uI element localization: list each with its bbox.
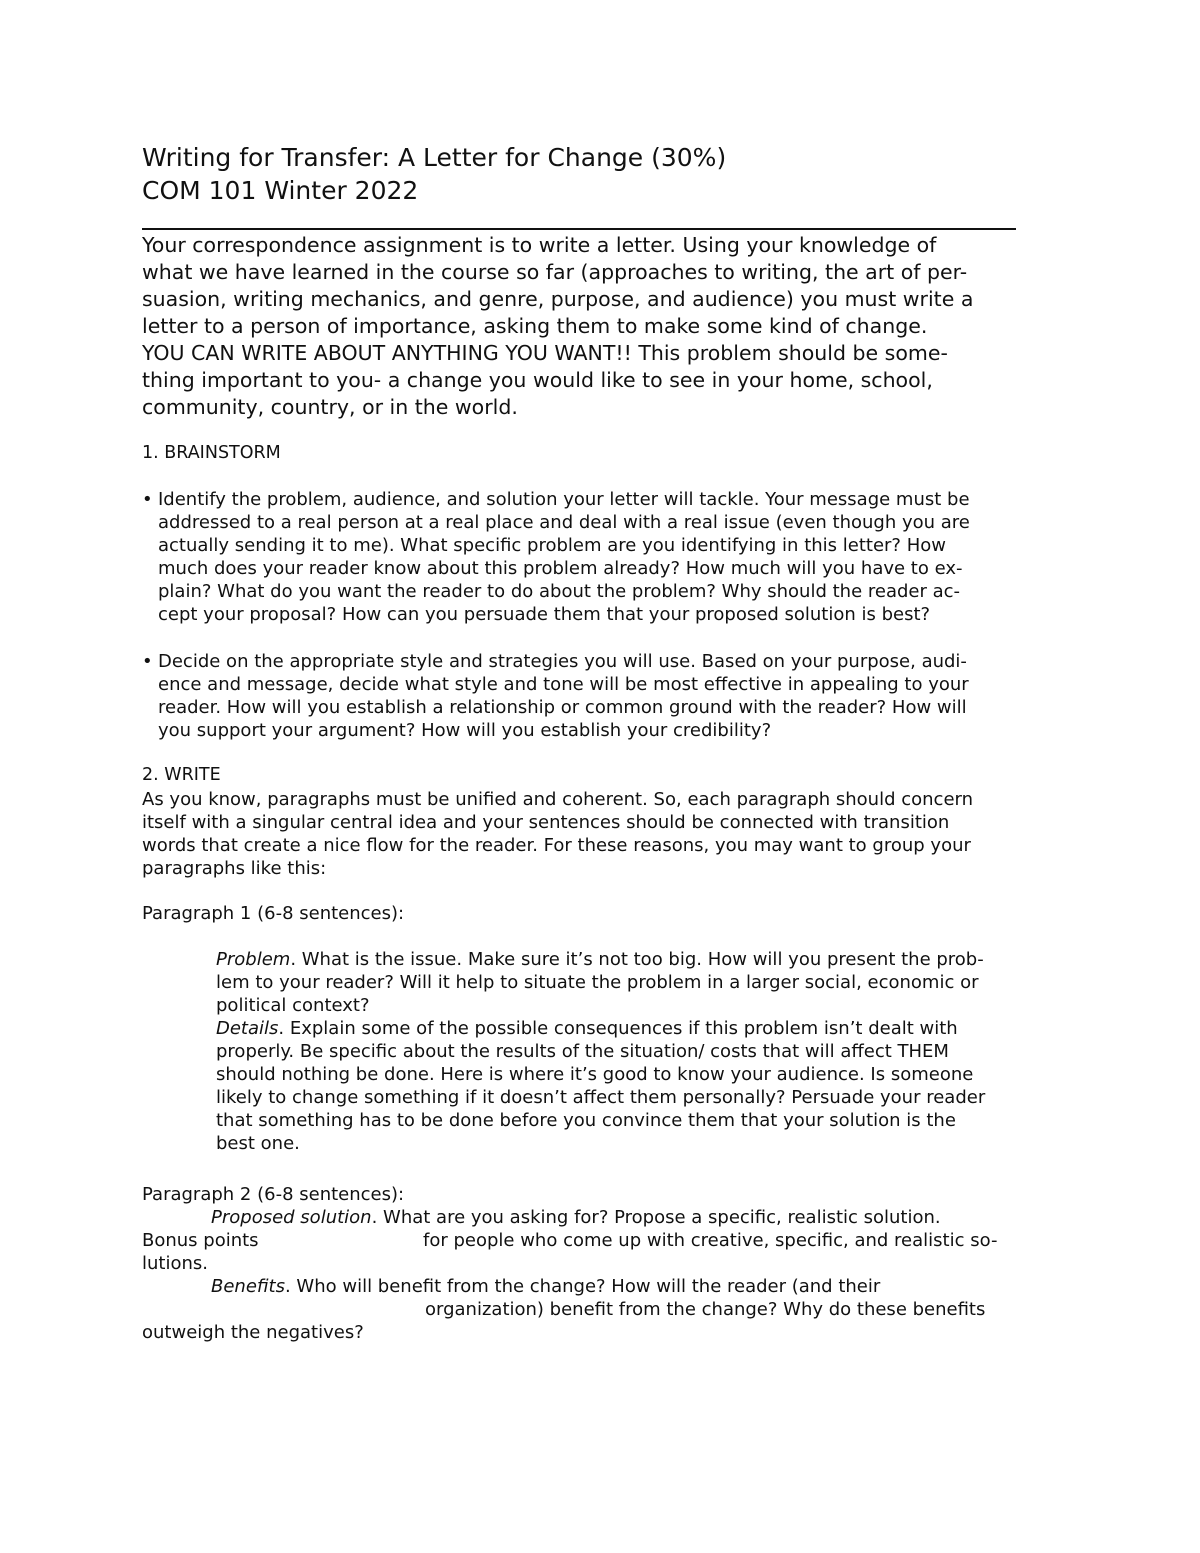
bullet-line: Identify the problem, audience, and solution your letter will tackle. Your message must be <box>158 489 970 510</box>
problem-text: . What is the issue. Make sure it’s not too big. How will you present the prob- <box>290 949 984 970</box>
bullet-icon: • <box>142 651 153 672</box>
brainstorm-heading: 1. BRAINSTORM <box>142 443 281 463</box>
paragraph1-heading: Paragraph 1 (6-8 sentences): <box>142 903 405 924</box>
benefits-line <box>211 1275 880 1298</box>
bullet-line: you support your argument? How will you establish your credibility? <box>158 720 772 741</box>
details-label: Details <box>216 1018 279 1039</box>
intro-line: letter to a person of importance, asking them to make some kind of change. <box>142 314 928 338</box>
bullet-line: plain? What do you want the reader to do about the problem? Why should the reader ac- <box>158 581 961 602</box>
bonus-end: lutions. <box>142 1253 208 1274</box>
bullet-line: cept your proposal? How can you persuade them that your proposed solution is best? <box>158 604 931 625</box>
bullet-line: addressed to a real person at a real place and deal with a real issue (even though you are <box>158 512 970 533</box>
bullet-icon: • <box>142 489 153 510</box>
bullet-line: much does your reader know about this problem already? How much will you have to ex- <box>158 558 963 579</box>
benefits-text: . Who will benefit from the change? How will the reader (and their <box>284 1276 881 1297</box>
bullet-line: actually sending it to me). What specific problem are you identifying in this letter? How <box>158 535 946 556</box>
solution-text: . What are you asking for? Propose a specific, realistic solution. <box>371 1207 941 1228</box>
document-title <box>142 141 726 207</box>
write-paragraph <box>142 788 973 880</box>
details-text: . Explain some of the possible consequences if this problem isn’t dealt with <box>278 1018 958 1039</box>
problem-label: Problem <box>216 949 291 970</box>
write-line: words that create a nice flow for the reader. For these reasons, you may want to group your <box>142 835 971 856</box>
write-line: As you know, paragraphs must be unified and coherent. So, each paragraph should concern <box>142 789 974 810</box>
solution-line <box>211 1206 941 1229</box>
bullet-line: reader. How will you establish a relationship or common ground with the reader? How will <box>158 697 967 718</box>
intro-line: Your correspondence assignment is to write a letter. Using your knowledge of <box>142 233 937 257</box>
intro-line: YOU CAN WRITE ABOUT ANYTHING YOU WANT!! This problem should be some- <box>142 341 948 365</box>
intro-line: suasion, writing mechanics, and genre, purpose, and audience) you must write a <box>142 287 974 311</box>
benefits-line-2: organization) benefit from the change? Why do these benefits <box>425 1299 986 1320</box>
bullet-line: Decide on the appropriate style and strategies you will use. Based on your purpose, audi- <box>158 651 967 672</box>
details-line: best one. <box>216 1133 300 1154</box>
details-line: should nothing be done. Here is where it’s good to know your audience. Is someone <box>216 1064 974 1085</box>
intro-line: what we have learned in the course so far (approaches to writing, the art of per- <box>142 260 968 284</box>
paragraph1-problem <box>216 948 985 1155</box>
problem-line: political context? <box>216 995 370 1016</box>
intro-line: thing important to you- a change you would like to see in your home, school, <box>142 368 933 392</box>
title-divider <box>142 228 1016 230</box>
benefits-line-3: outweigh the negatives? <box>142 1322 364 1343</box>
write-line: itself with a singular central idea and your sentences should be connected with transition <box>142 812 950 833</box>
write-heading: 2. WRITE <box>142 765 221 785</box>
bullet-line: ence and message, decide what style and tone will be most effective in appealing to your <box>158 674 969 695</box>
bullet-text <box>158 488 970 626</box>
intro-paragraph <box>142 232 1032 421</box>
details-line: likely to change something if it doesn’t affect them personally? Persuade your reader <box>216 1087 986 1108</box>
details-line: that something has to be done before you convince them that your solution is the <box>216 1110 956 1131</box>
bullet-text <box>158 650 969 742</box>
benefits-label: Benefits <box>211 1276 285 1297</box>
paragraph2-heading: Paragraph 2 (6-8 sentences): <box>142 1184 405 1205</box>
intro-line: community, country, or in the world. <box>142 395 518 419</box>
bonus-text: for people who come up with creative, specific, and realistic so- <box>423 1230 998 1251</box>
solution-label: Proposed solution <box>211 1207 372 1228</box>
problem-line: lem to your reader? Will it help to situate the problem in a larger social, economic or <box>216 972 979 993</box>
title-line-2: COM 101 Winter 2022 <box>142 176 419 205</box>
details-line: properly. Be specific about the results of the situation/ costs that will affect THEM <box>216 1041 949 1062</box>
bonus-label: Bonus points <box>142 1230 259 1251</box>
title-line-1: Writing for Transfer: A Letter for Change (30%) <box>142 143 727 172</box>
write-line: paragraphs like this: <box>142 858 327 879</box>
